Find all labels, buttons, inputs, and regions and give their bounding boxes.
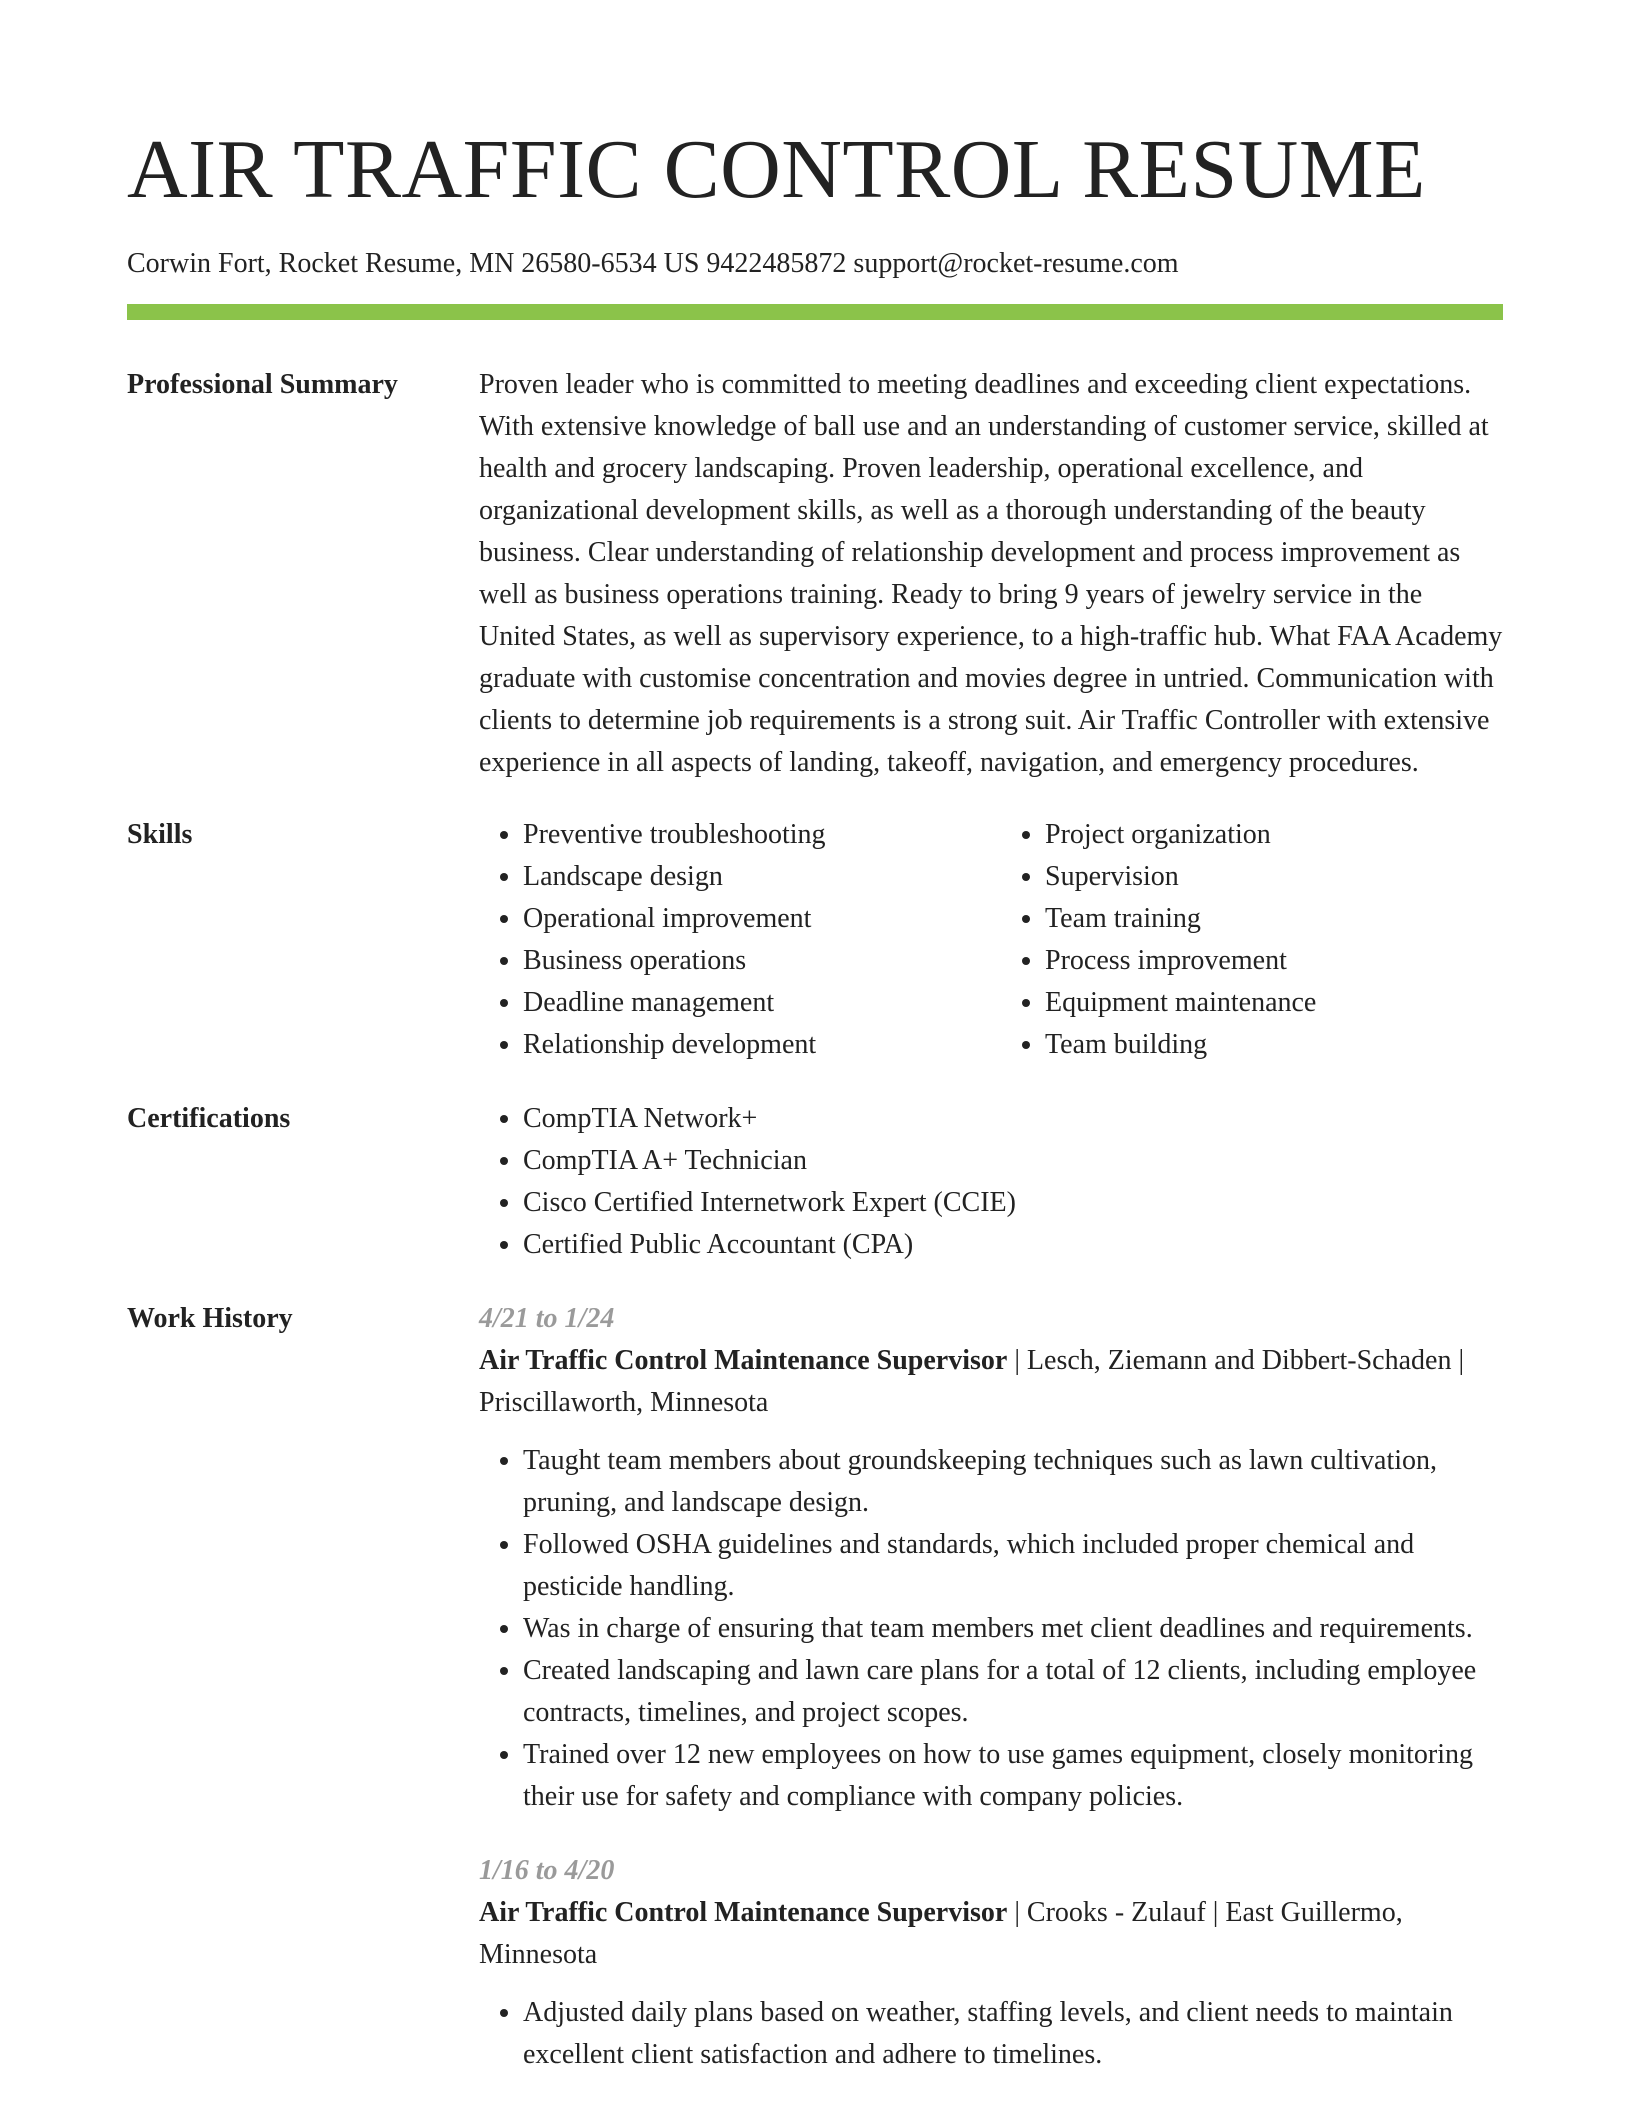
- skill-item: • Supervision: [1045, 856, 1503, 898]
- skill-item: • Project organization: [1045, 814, 1503, 856]
- skills-body: [479, 814, 1503, 1066]
- job-bullet: • Trained over 12 new employees on how to use games equipment, closely monitoring their use for safety and compliance with company policies.: [523, 1734, 1503, 1818]
- job-dates: 4/21 to 1/24: [479, 1303, 615, 1334]
- skills-column-2: [1001, 814, 1503, 1066]
- job-entry: [479, 1850, 1503, 2076]
- job-heading: [479, 1340, 1503, 1424]
- skill-item: • Equipment maintenance: [1045, 982, 1503, 1024]
- summary-body: [479, 364, 1503, 784]
- job-employer-location: | Crooks - Zulauf | East Guillermo, Minnesota: [479, 1897, 1403, 1970]
- skill-item: • Deadline management: [523, 982, 981, 1024]
- contact-line: Corwin Fort, Rocket Resume, MN 26580-6534 US 9422485872 support@rocket-resume.com: [127, 248, 1179, 279]
- resume-page: [127, 0, 1503, 2076]
- section-work-history: [127, 1298, 1503, 2076]
- section-label-certifications: Certifications: [127, 1103, 291, 1134]
- section-label-work-history: Work History: [127, 1303, 293, 1334]
- job-bullet: • Created landscaping and lawn care plans for a total of 12 clients, including employee contracts, timelines, and project scopes.: [523, 1650, 1503, 1734]
- skill-item: • Operational improvement: [523, 898, 981, 940]
- job-bullet: • Taught team members about groundskeeping techniques such as lawn cultivation, pruning, and landscape design.: [523, 1440, 1503, 1524]
- skill-item: • Relationship development: [523, 1024, 981, 1066]
- certification-item: • CompTIA Network+: [523, 1098, 1503, 1140]
- skill-item: • Team building: [1045, 1024, 1503, 1066]
- certification-item: • Certified Public Accountant (CPA): [523, 1224, 1503, 1266]
- skill-item: • Business operations: [523, 940, 981, 982]
- skill-item: • Preventive troubleshooting: [523, 814, 981, 856]
- job-responsibilities: [479, 1992, 1503, 2076]
- skills-columns: [479, 814, 1503, 1066]
- section-certifications: [127, 1098, 1503, 1266]
- job-bullet: • Was in charge of ensuring that team members met client deadlines and requirements.: [523, 1608, 1503, 1650]
- job-employer-location: | Lesch, Ziemann and Dibbert-Schaden | Priscillaworth, Minnesota: [479, 1345, 1465, 1418]
- job-bullet: • Followed OSHA guidelines and standards, which included proper chemical and pesticide handling.: [523, 1524, 1503, 1608]
- job-title: Air Traffic Control Maintenance Supervisor: [479, 1345, 1008, 1376]
- section-label-summary: Professional Summary: [127, 369, 398, 400]
- skill-item: • Landscape design: [523, 856, 981, 898]
- header-divider: [127, 304, 1503, 320]
- certification-item: • Cisco Certified Internetwork Expert (CCIE): [523, 1182, 1503, 1224]
- certifications-body: [479, 1098, 1503, 1266]
- skills-column-1: [479, 814, 981, 1066]
- job-dates: 1/16 to 4/20: [479, 1855, 615, 1886]
- job-bullet: • Adjusted daily plans based on weather, staffing levels, and client needs to maintain excellent client satisfaction and adhere to timelines.: [523, 1992, 1503, 2076]
- job-heading: [479, 1892, 1503, 1976]
- skill-item: • Team training: [1045, 898, 1503, 940]
- skill-item: • Process improvement: [1045, 940, 1503, 982]
- resume-sections: [127, 364, 1503, 2076]
- resume-title: AIR TRAFFIC CONTROL RESUME: [127, 123, 1426, 216]
- section-label-skills: Skills: [127, 819, 193, 850]
- job-title: Air Traffic Control Maintenance Supervisor: [479, 1897, 1008, 1928]
- job-responsibilities: [479, 1440, 1503, 1818]
- certification-item: • CompTIA A+ Technician: [523, 1140, 1503, 1182]
- work-history-body: [479, 1298, 1503, 2076]
- section-professional-summary: [127, 364, 1503, 784]
- certifications-list: [479, 1098, 1503, 1266]
- section-skills: [127, 814, 1503, 1066]
- job-entry: [479, 1298, 1503, 1818]
- summary-text: Proven leader who is committed to meeting deadlines and exceeding client expectations. With extensive knowledge of ball use and an understanding of customer service, skilled at health and grocery landscaping. Proven leadership, operational excellence, and organizational development skills, as well as a thorough understanding of the beauty business. Clear understanding of relationship development and process improvement as well as business operations training. Ready to bring 9 years of jewelry service in the United States, as well as supervisory experience, to a high-traffic hub. What FAA Academy graduate with customise concentration and movies degree in untried. Communication with clients to determine job requirements is a strong suit. Air Traffic Controller with extensive experience in all aspects of landing, takeoff, navigation, and emergency procedures.: [479, 369, 1503, 778]
